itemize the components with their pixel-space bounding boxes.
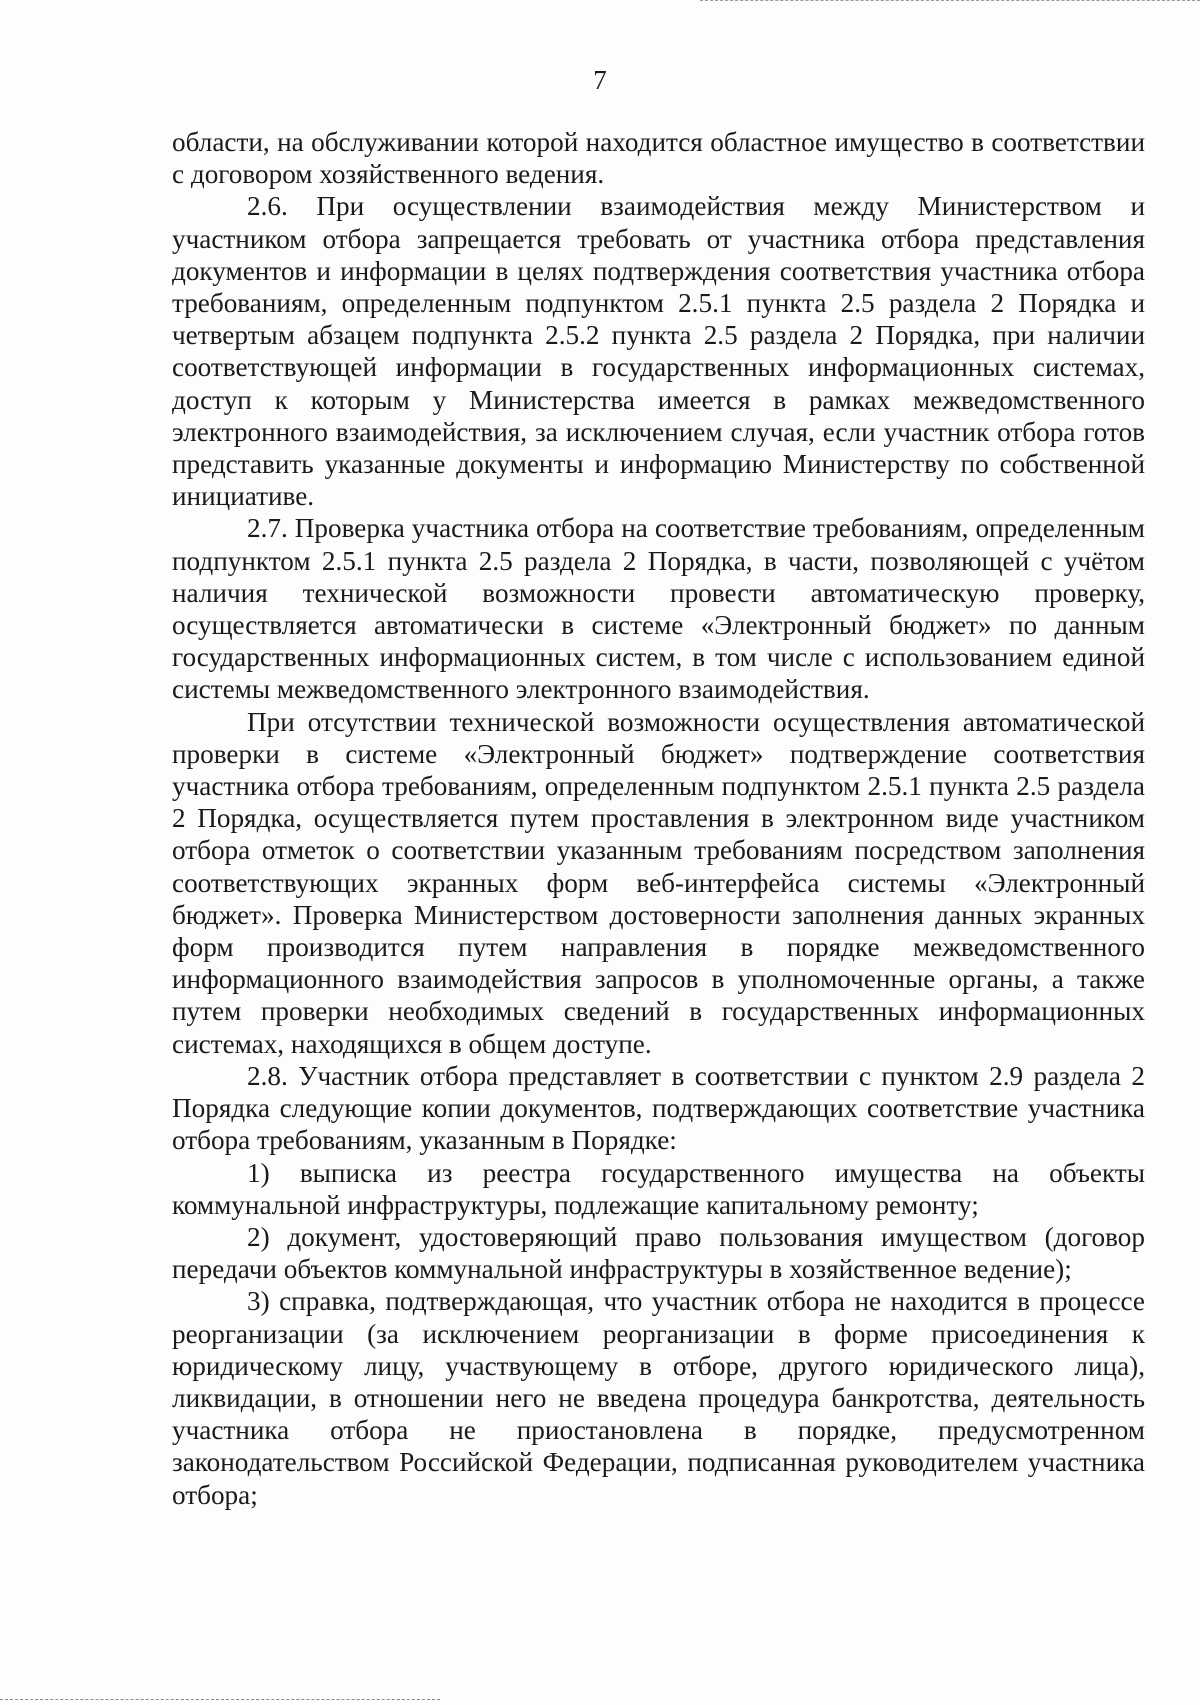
paragraph-2-7-absence: При отсутствии технической возможности осуществления автоматической проверки в системе «Электронный бюджет» подтверждение соответствия участника отбора требованиям, определенным подпунктом 2.5.1 пункта 2.5 раздела 2 Порядка, осуществляется путем проставления в электронном виде участником отбора отметок о соответствии указанным требованиям посредством заполнения соответствующих экранных форм веб-интерфейса системы «Электронный бюджет». Проверка Министерством достоверности заполнения данных экранных форм производится путем направления в порядке межведомственного информационного взаимодействия запросов в уполномоченные органы, а также путем проверки необходимых сведений в государственных информационных системах, находящихся в общем доступе. <box>172 706 1145 1059</box>
paragraph-2-7: 2.7. Проверка участника отбора на соответствие требованиям, определенным подпунктом 2.5.1 пункта 2.5 раздела 2 Порядка, в части, позволяющей с учётом наличия технической возможности провести автоматическую проверку, осуществляется автоматически в системе «Электронный бюджет» по данным государственных информационных систем, в том числе с использованием единой системы межведомственного электронного взаимодействия. <box>172 513 1145 705</box>
bottom-edge-rule <box>0 1699 440 1700</box>
list-item-1: 1) выписка из реестра государственного имущества на объекты коммунальной инфраструктуры, подлежащие капитальному ремонту; <box>172 1157 1145 1220</box>
paragraph-2-6: 2.6. При осуществлении взаимодействия между Министерством и участником отбора запрещается требовать от участника отбора представления документов и информации в целях подтверждения соответствия участника отбора требованиям, определенным подпунктом 2.5.1 пункта 2.5 раздела 2 Порядка и четвертым абзацем подпункта 2.5.2 пункта 2.5 раздела 2 Порядка, при наличии соответствующей информации в государственных информационных системах, доступ к которым у Министерства имеется в рамках межведомственного электронного взаимодействия, за исключением случая, если участник отбора готов представить указанные документы и информацию Министерству по собственной инициативе. <box>172 191 1145 512</box>
top-edge-rule <box>700 0 1200 1</box>
document-body <box>172 126 1145 1511</box>
list-item-2: 2) документ, удостоверяющий право пользования имуществом (договор передачи объектов коммунальной инфраструктуры в хозяйственное ведение); <box>172 1221 1145 1285</box>
paragraph-2-8: 2.8. Участник отбора представляет в соответствии с пунктом 2.9 раздела 2 Порядка следующие копии документов, подтверждающих соответствие участника отбора требованиям, указанным в Порядке: <box>172 1060 1145 1156</box>
page-number: 7 <box>593 65 607 95</box>
paragraph-continuation: области, на обслуживании которой находится областное имущество в соответствии с договором хозяйственного ведения. <box>172 127 1145 190</box>
list-item-3: 3) справка, подтверждающая, что участник отбора не находится в процессе реорганизации (за исключением реорганизации в форме присоединения к юридическому лицу, участвующему в отборе, другого юридического лица), ликвидации, в отношении него не введена процедура банкротства, деятельность участника отбора не приостановлена в порядке, предусмотренном законодательством Российской Федерации, подписанная руководителем участника отбора; <box>172 1286 1145 1510</box>
